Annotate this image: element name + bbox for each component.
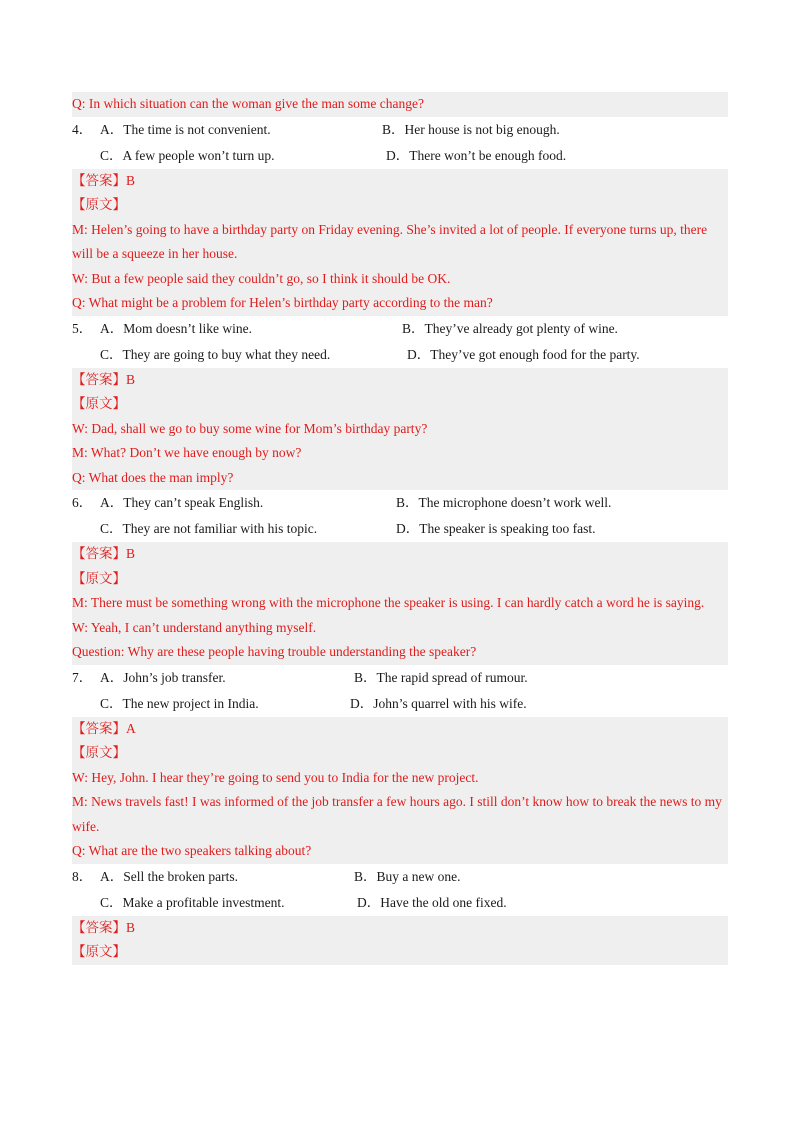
option-b: B．Her house is not big enough. [382, 121, 560, 137]
options-row-2 [72, 890, 728, 916]
transcript-line: Q: What are the two speakers talking about? [72, 843, 312, 858]
transcript-line: W: Hey, John. I hear they’re going to send you to India for the new project. [72, 769, 479, 785]
transcript-line: Q: In which situation can the woman give the man some change? [72, 96, 425, 111]
question-8 [72, 864, 728, 916]
transcript-line: W: But a few people said they couldn’t go, so I think it should be OK. [72, 270, 451, 286]
question-4 [72, 117, 728, 169]
transcript-line: Q: What does the man imply? [72, 469, 234, 485]
answer-block-7 [72, 717, 728, 864]
answer-block-8 [72, 916, 728, 965]
question-6 [72, 490, 728, 542]
option-d: D．Have the old one fixed. [357, 894, 507, 910]
option-a: A．They can’t speak English. [100, 495, 264, 510]
question-number: 4． [72, 121, 93, 137]
answer-label: 【答案】B [72, 546, 136, 561]
transcript-label: 【原文】 [72, 396, 126, 411]
option-c: C．They are going to buy what they need. [100, 346, 331, 362]
document-content [72, 92, 728, 965]
option-c: C．Make a profitable investment. [100, 894, 285, 910]
option-a: A．Mom doesn’t like wine. [100, 320, 252, 336]
option-c: C．The new project in India. [100, 695, 259, 711]
transcript-line: Q: What might be a problem for Helen’s birthday party according to the man? [72, 295, 493, 310]
question-5 [72, 316, 728, 368]
option-b: B．They’ve already got plenty of wine. [402, 320, 618, 336]
option-d: D．John’s quarrel with his wife. [350, 695, 527, 711]
options-row-1 [72, 117, 728, 143]
answer-label: 【答案】B [72, 919, 136, 935]
transcript-line: W: Yeah, I can’t understand anything myself. [72, 619, 317, 635]
option-c: C．They are not familiar with his topic. [100, 521, 318, 536]
transcript-label: 【原文】 [72, 570, 126, 586]
options-row-2 [72, 143, 728, 169]
options-row-1 [72, 490, 728, 516]
option-d: D．The speaker is speaking too fast. [396, 521, 596, 536]
option-b: B．The rapid spread of rumour. [354, 669, 528, 685]
transcript-line: M: News travels fast! I was informed of the job transfer a few hours ago. I still don’t know how to break the news to my wife. [72, 794, 722, 834]
option-c: C．A few people won’t turn up. [100, 147, 275, 163]
question-number: 6． [72, 495, 93, 510]
transcript-label: 【原文】 [72, 745, 126, 760]
question-7 [72, 665, 728, 717]
answer-label: 【答案】A [72, 720, 136, 736]
option-a: A．The time is not convenient. [100, 121, 271, 137]
transcript-line: W: Dad, shall we go to buy some wine for Mom’s birthday party? [72, 420, 428, 436]
option-a: A．Sell the broken parts. [100, 868, 238, 884]
answer-block-4 [72, 169, 728, 316]
question-number: 8． [72, 868, 93, 884]
answer-label: 【答案】B [72, 371, 136, 387]
options-row-1 [72, 316, 728, 342]
option-d: D．They’ve got enough food for the party. [407, 346, 640, 362]
transcript-line: M: What? Don’t we have enough by now? [72, 445, 302, 460]
answer-block-6 [72, 542, 728, 665]
options-row-2 [72, 342, 728, 368]
transcript-line: M: There must be something wrong with the microphone the speaker is using. I can hardly catch a word he is saying. [72, 595, 705, 610]
q3-transcript-tail [72, 92, 728, 117]
options-row-1 [72, 665, 728, 691]
options-row-2 [72, 691, 728, 717]
transcript-line: Question: Why are these people having trouble understanding the speaker? [72, 644, 477, 659]
question-number: 5． [72, 320, 93, 336]
transcript-line: M: Helen’s going to have a birthday party on Friday evening. She’s invited a lot of people. If everyone turns up, there will be a squeeze in her house. [72, 221, 708, 261]
transcript-label: 【原文】 [72, 944, 126, 959]
option-b: B．The microphone doesn’t work well. [396, 495, 612, 510]
options-row-2 [72, 516, 728, 542]
answer-label: 【答案】B [72, 172, 136, 188]
option-a: A．John’s job transfer. [100, 669, 226, 685]
option-b: B．Buy a new one. [354, 868, 461, 884]
transcript-label: 【原文】 [72, 197, 126, 212]
options-row-1 [72, 864, 728, 890]
answer-block-5 [72, 368, 728, 491]
question-number: 7． [72, 669, 93, 685]
option-d: D．There won’t be enough food. [386, 147, 567, 163]
